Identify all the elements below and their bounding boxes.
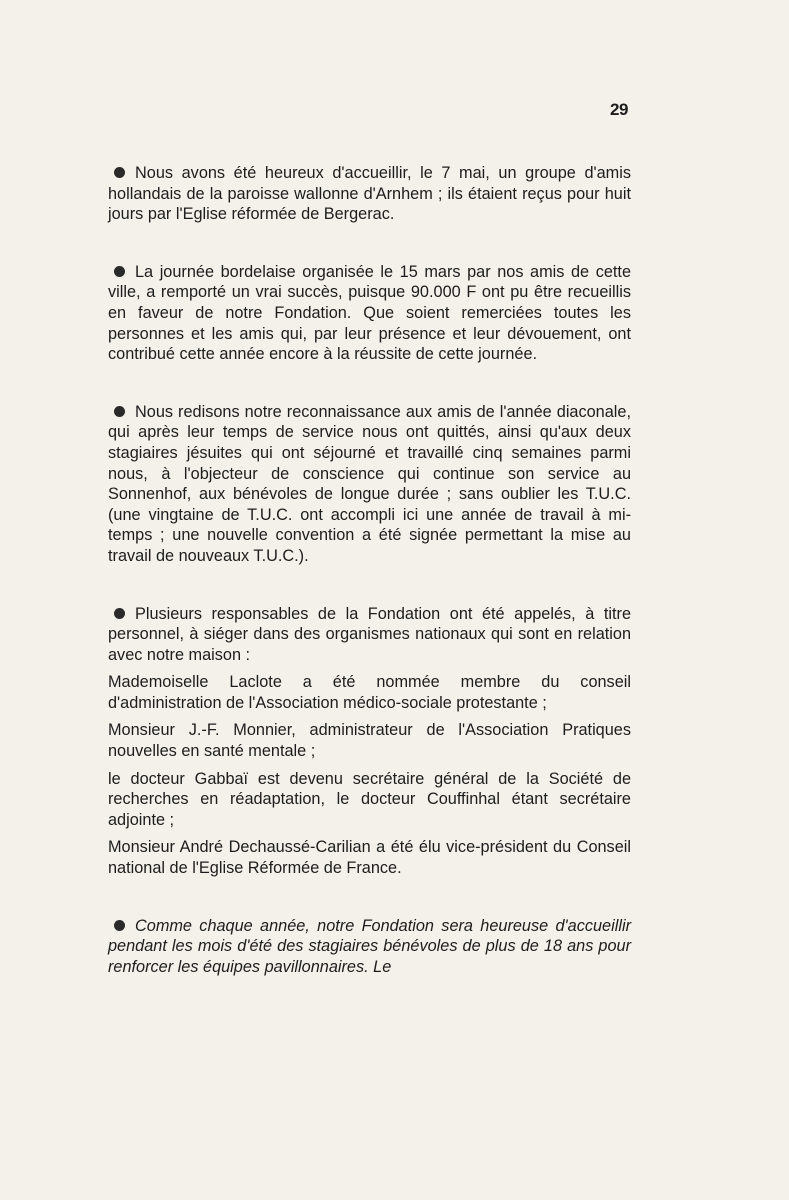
appointment-dechausse: Monsieur André Dechaussé-Carilian a été élu vice-président du Conseil national de l'Eglise Réformée de France. <box>108 838 631 878</box>
bullet-icon <box>114 266 125 277</box>
page-body <box>108 163 631 977</box>
appointment-laclote: Mademoiselle Laclote a été nommée membre du conseil d'administration de l'Association médico-sociale protestante ; <box>108 673 631 712</box>
page-number: 29 <box>610 100 628 119</box>
paragraph-text: Comme chaque année, notre Fondation sera heureuse d'accueillir pendant les mois d'été des stagiaires bénévoles de plus de 18 ans pour renforcer les équipes pavillonnaires. Le <box>108 916 631 976</box>
bullet-icon <box>114 406 125 417</box>
paragraph-appointments <box>108 604 631 666</box>
appointment-gabbai: le docteur Gabbaï est devenu secrétaire général de la Société de recherches en réadaptation, le docteur Couffinhal étant secrétaire adjointe ; <box>108 769 631 829</box>
paragraph-gratitude <box>108 402 631 567</box>
bullet-icon <box>114 608 125 619</box>
paragraph-summer-volunteers <box>108 916 631 978</box>
paragraph-dutch-visit <box>108 163 631 225</box>
paragraph-text: Nous redisons notre reconnaissance aux amis de l'année diaconale, qui après leur temps de service nous ont quittés, ainsi qu'aux deux stagiaires jésuites qui ont séjourné et travaillé cinq semaines parmi nous, à l'objecteur de conscience qui continue son service au Sonnenhof, aux bénévoles de longue durée ; sans oublier les T.U.C. (une vingtaine de T.U.C. ont accompli ici une année de travail à mi-temps ; une nouvelle convention a été signée permettant la mise au travail de nouveaux T.U.C.). <box>108 402 631 565</box>
paragraph-text: Plusieurs responsables de la Fondation ont été appelés, à titre personnel, à siéger dans des organismes nationaux qui sont en relation avec notre maison : <box>108 604 631 664</box>
paragraph-text: Nous avons été heureux d'accueillir, le 7 mai, un groupe d'amis hollandais de la paroisse wallonne d'Arnhem ; ils étaient reçus pour huit jours par l'Eglise réformée de Bergerac. <box>108 164 631 224</box>
paragraph-text: La journée bordelaise organisée le 15 mars par nos amis de cette ville, a remporté un vrai succès, puisque 90.000 F ont pu être recueillis en faveur de notre Fondation. Que soient remerciées toutes les personnes et les amis qui, par leur présence et leur dévouement, ont contribué cette année encore à la réussite de cette journée. <box>108 262 631 364</box>
appointment-monnier: Monsieur J.-F. Monnier, administrateur de l'Association Pratiques nouvelles en santé mentale ; <box>108 721 631 761</box>
paragraph-bordeaux-day <box>108 262 631 365</box>
bullet-icon <box>114 167 125 178</box>
bullet-icon <box>114 920 125 931</box>
